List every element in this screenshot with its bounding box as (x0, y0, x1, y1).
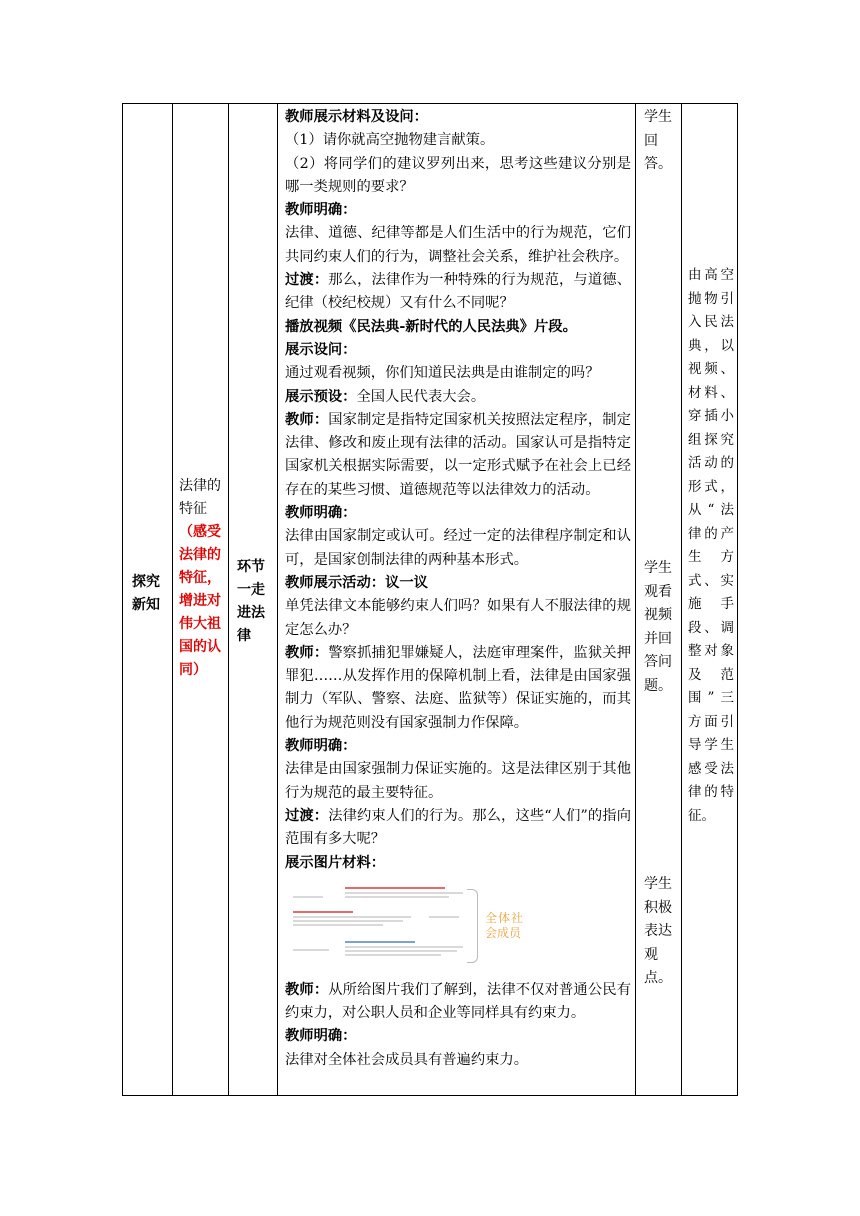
student-note-2: 学生观看视频并回答问题。 (644, 560, 672, 694)
heading: 教师展示活动：议一议 (285, 574, 428, 591)
activity-content (285, 106, 631, 1072)
topic-goal: （感受法律的特征，增进对伟大祖国的认同） (179, 524, 221, 678)
paragraph: （2）将同学们的建议罗列出来，思考这些建议分别是哪一类规则的要求？ (285, 155, 631, 195)
heading: 教师明确： (285, 505, 357, 522)
paragraph: 教师：警察抓捕犯罪嫌疑人，法庭审理案件，监狱关押罪犯……从发挥作用的保障机制上看，法律是由国家强制力（军队、警察、法庭、监狱等）保证实施的，而其他行为规范则没有国家强制力作保障。 (285, 644, 631, 731)
picture-material (289, 883, 523, 969)
paragraph: 单凭法律文本能够约束人们吗？如果有人不服法律的规定怎么办？ (285, 598, 631, 638)
paragraph: 法律由国家制定或认可。经过一定的法律程序制定和认可，是国家创制法律的两种基本形式。 (285, 528, 631, 568)
paragraph: 教师：从所给图片我们了解到，法律不仅对普通公民有约束力，对公职人员和企业等同样具有约束力。 (285, 981, 631, 1022)
paragraph: 法律是由国家强制力保证实施的。这是法律区别于其他行为规范的最主要特征。 (285, 761, 631, 801)
activity-cell (277, 104, 635, 1095)
topic-cell (172, 104, 228, 1095)
lesson-plan-table (122, 103, 738, 1096)
section-label: 环节一走进法律 (237, 559, 265, 644)
paragraph: 法律对全体社会成员具有普遍约束力。 (285, 1051, 529, 1068)
heading: 教师明确： (285, 738, 357, 755)
paragraph: 法律、道德、纪律等都是人们生活中的行为规范，它们共同约束人们的行为，调整社会关系，维护社会秩序。 (285, 225, 631, 265)
heading: 教师明确： (285, 202, 357, 219)
topic-text (179, 475, 223, 682)
heading: 展示图片材料： (285, 854, 386, 871)
paragraph: 过渡：法律约束人们的行为。那么，这些“人们”的指向范围有多大呢？ (285, 807, 632, 848)
image-label: 全体社会成员 (485, 910, 523, 940)
design-intent-cell (681, 104, 739, 1095)
student-note-1: 学生回答。 (644, 109, 672, 172)
paragraph: （1）请你就高空抛物建言献策。 (285, 132, 495, 149)
heading: 教师展示材料及设问： (285, 109, 428, 125)
heading: 教师明确： (285, 1028, 357, 1045)
topic-prefix: 法律的特征 (179, 478, 221, 517)
paragraph: 通过观看视频，你们知道民法典是由谁制定的吗？ (285, 365, 600, 382)
brace-shape (467, 889, 478, 963)
student-activity-cell (635, 104, 681, 1095)
paragraph: 教师：国家制定是指特定国家机关按照法定程序，制定法律、修改和废止现有法律的活动。国家认可是指特定国家机关根据实际需要，以一定形式赋予在社会上已经存在的某些习惯、道德规范等以法律效力的活动。 (285, 411, 631, 498)
stage-label: 探究新知 (132, 574, 160, 613)
student-note-3: 学生积极表达观点。 (644, 876, 672, 986)
paragraph: 过渡：那么，法律作为一种特殊的行为规范，与道德、纪律（校纪校规）又有什么不同呢？ (285, 272, 631, 312)
stage-cell (123, 104, 172, 1095)
heading: 展示设问： (285, 341, 357, 358)
paragraph: 展示预设：全国人民代表大会。 (285, 388, 486, 405)
heading: 播放视频《民法典-新时代的人民法典》片段。 (285, 318, 577, 335)
design-intent-text: 由高空抛物引入民法典，以视频、材料、穿插小组探究活动的形式，从“法律的产生方式、实施手段、调整对象及范围”三方面引导学生感受法律的特征。 (688, 267, 734, 824)
section-cell (228, 104, 277, 1095)
